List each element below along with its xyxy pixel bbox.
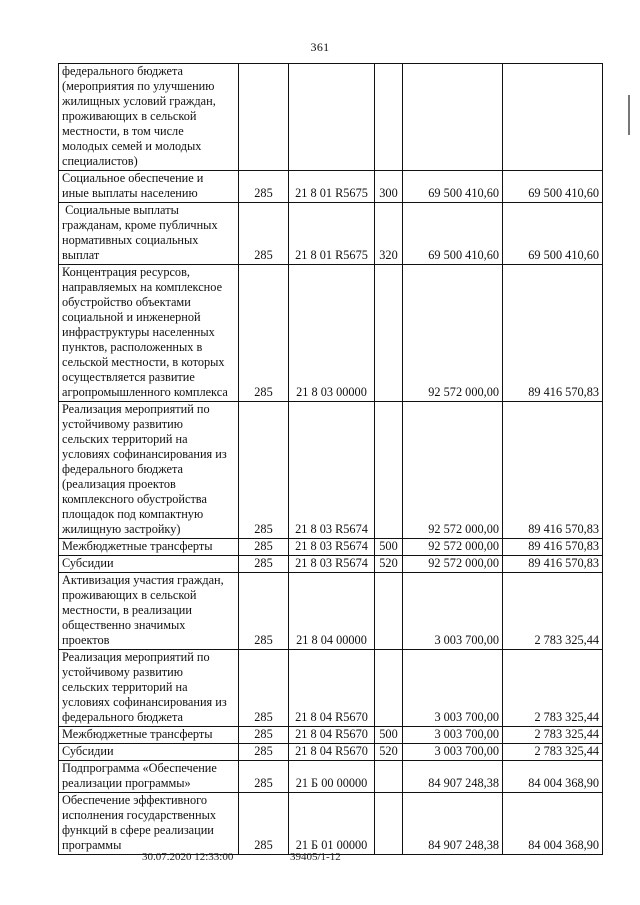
table-row <box>59 727 603 744</box>
row-vr-cell <box>375 64 403 171</box>
row-sum-approved-cell: 84 907 248,38 <box>403 761 503 793</box>
table-row <box>59 761 603 793</box>
table-row <box>59 556 603 573</box>
row-sum-executed-cell: 2 783 325,44 <box>503 744 603 761</box>
row-vr-cell: 320 <box>375 203 403 265</box>
table-row <box>59 539 603 556</box>
budget-table <box>58 63 603 855</box>
margin-scan-mark <box>628 95 630 135</box>
row-code-cell: 285 <box>239 171 289 203</box>
row-sum-executed-cell: 89 416 570,83 <box>503 539 603 556</box>
row-name-cell: федерального бюджета (мероприятия по улучшению жилищных условий граждан, проживающих в сельской местности, в том числе молодых семей и молодых специалистов) <box>59 64 239 171</box>
row-sum-executed-cell: 69 500 410,60 <box>503 171 603 203</box>
row-vr-cell: 520 <box>375 744 403 761</box>
row-vr-cell <box>375 793 403 855</box>
row-csr-cell: 21 8 04 00000 <box>289 573 375 650</box>
row-sum-executed-cell: 84 004 368,90 <box>503 793 603 855</box>
row-sum-approved-cell: 3 003 700,00 <box>403 650 503 727</box>
row-sum-approved-cell: 92 572 000,00 <box>403 265 503 402</box>
row-code-cell: 285 <box>239 650 289 727</box>
row-name-cell: Социальное обеспечение и иные выплаты населению <box>59 171 239 203</box>
footer-datetime: 30.07.2020 12:33:00 <box>142 851 234 863</box>
row-code-cell: 285 <box>239 744 289 761</box>
row-vr-cell <box>375 650 403 727</box>
footer-doc-code: 39405/1-12 <box>290 851 341 863</box>
row-vr-cell: 520 <box>375 556 403 573</box>
row-sum-approved-cell: 92 572 000,00 <box>403 556 503 573</box>
row-name-cell: Концентрация ресурсов, направляемых на комплексное обустройство объектами социальной и инженерной инфраструктуры населенных пунктов, расположенных в сельской местности, в которых осуществляется развитие агропромышленного комплекса <box>59 265 239 402</box>
table-row <box>59 573 603 650</box>
row-vr-cell <box>375 265 403 402</box>
row-name-cell: Межбюджетные трансферты <box>59 539 239 556</box>
row-csr-cell: 21 8 03 R5674 <box>289 556 375 573</box>
table-row <box>59 171 603 203</box>
row-code-cell: 285 <box>239 556 289 573</box>
row-csr-cell: 21 Б 01 00000 <box>289 793 375 855</box>
row-sum-executed-cell: 89 416 570,83 <box>503 402 603 539</box>
page-number: 361 <box>310 40 330 54</box>
row-sum-approved-cell: 69 500 410,60 <box>403 171 503 203</box>
row-name-cell: Межбюджетные трансферты <box>59 727 239 744</box>
row-csr-cell: 21 8 03 R5674 <box>289 402 375 539</box>
row-vr-cell <box>375 761 403 793</box>
row-sum-approved-cell: 3 003 700,00 <box>403 727 503 744</box>
table-row <box>59 650 603 727</box>
row-sum-executed-cell: 89 416 570,83 <box>503 556 603 573</box>
row-sum-executed-cell: 2 783 325,44 <box>503 650 603 727</box>
row-name-cell: Социальные выплаты гражданам, кроме публичных нормативных социальных выплат <box>59 203 239 265</box>
row-code-cell: 285 <box>239 402 289 539</box>
row-name-cell: Реализация мероприятий по устойчивому развитию сельских территорий на условиях софинансирования из федерального бюджета (реализация проектов комплексного обустройства площадок под компактную жилищную застройку) <box>59 402 239 539</box>
row-sum-approved-cell: 69 500 410,60 <box>403 203 503 265</box>
row-csr-cell: 21 8 04 R5670 <box>289 727 375 744</box>
row-code-cell: 285 <box>239 265 289 402</box>
row-csr-cell <box>289 64 375 171</box>
row-code-cell: 285 <box>239 539 289 556</box>
row-name-cell: Обеспечение эффективного исполнения государственных функций в сфере реализации программы <box>59 793 239 855</box>
row-name-cell: Субсидии <box>59 556 239 573</box>
row-code-cell: 285 <box>239 573 289 650</box>
row-vr-cell: 500 <box>375 727 403 744</box>
row-sum-executed-cell: 2 783 325,44 <box>503 727 603 744</box>
row-sum-approved-cell <box>403 64 503 171</box>
row-sum-executed-cell: 69 500 410,60 <box>503 203 603 265</box>
row-sum-executed-cell <box>503 64 603 171</box>
row-csr-cell: 21 Б 00 00000 <box>289 761 375 793</box>
row-sum-approved-cell: 92 572 000,00 <box>403 402 503 539</box>
row-sum-executed-cell: 89 416 570,83 <box>503 265 603 402</box>
row-sum-approved-cell: 3 003 700,00 <box>403 744 503 761</box>
row-csr-cell: 21 8 01 R5675 <box>289 203 375 265</box>
table-row <box>59 793 603 855</box>
row-csr-cell: 21 8 03 00000 <box>289 265 375 402</box>
table-row <box>59 744 603 761</box>
row-name-cell: Реализация мероприятий по устойчивому развитию сельских территорий на условиях софинансирования из федерального бюджета <box>59 650 239 727</box>
row-name-cell: Субсидии <box>59 744 239 761</box>
table-row <box>59 203 603 265</box>
row-csr-cell: 21 8 03 R5674 <box>289 539 375 556</box>
row-sum-approved-cell: 84 907 248,38 <box>403 793 503 855</box>
row-vr-cell <box>375 402 403 539</box>
row-name-cell: Подпрограмма «Обеспечение реализации программы» <box>59 761 239 793</box>
row-csr-cell: 21 8 04 R5670 <box>289 650 375 727</box>
row-vr-cell: 300 <box>375 171 403 203</box>
row-code-cell: 285 <box>239 793 289 855</box>
row-code-cell <box>239 64 289 171</box>
row-code-cell: 285 <box>239 761 289 793</box>
row-sum-executed-cell: 2 783 325,44 <box>503 573 603 650</box>
row-vr-cell: 500 <box>375 539 403 556</box>
row-csr-cell: 21 8 01 R5675 <box>289 171 375 203</box>
row-sum-approved-cell: 3 003 700,00 <box>403 573 503 650</box>
row-vr-cell <box>375 573 403 650</box>
row-csr-cell: 21 8 04 R5670 <box>289 744 375 761</box>
row-name-cell: Активизация участия граждан, проживающих в сельской местности, в реализации общественно значимых проектов <box>59 573 239 650</box>
row-code-cell: 285 <box>239 203 289 265</box>
table-row <box>59 64 603 171</box>
table-row <box>59 402 603 539</box>
row-sum-executed-cell: 84 004 368,90 <box>503 761 603 793</box>
table-row <box>59 265 603 402</box>
row-sum-approved-cell: 92 572 000,00 <box>403 539 503 556</box>
row-code-cell: 285 <box>239 727 289 744</box>
